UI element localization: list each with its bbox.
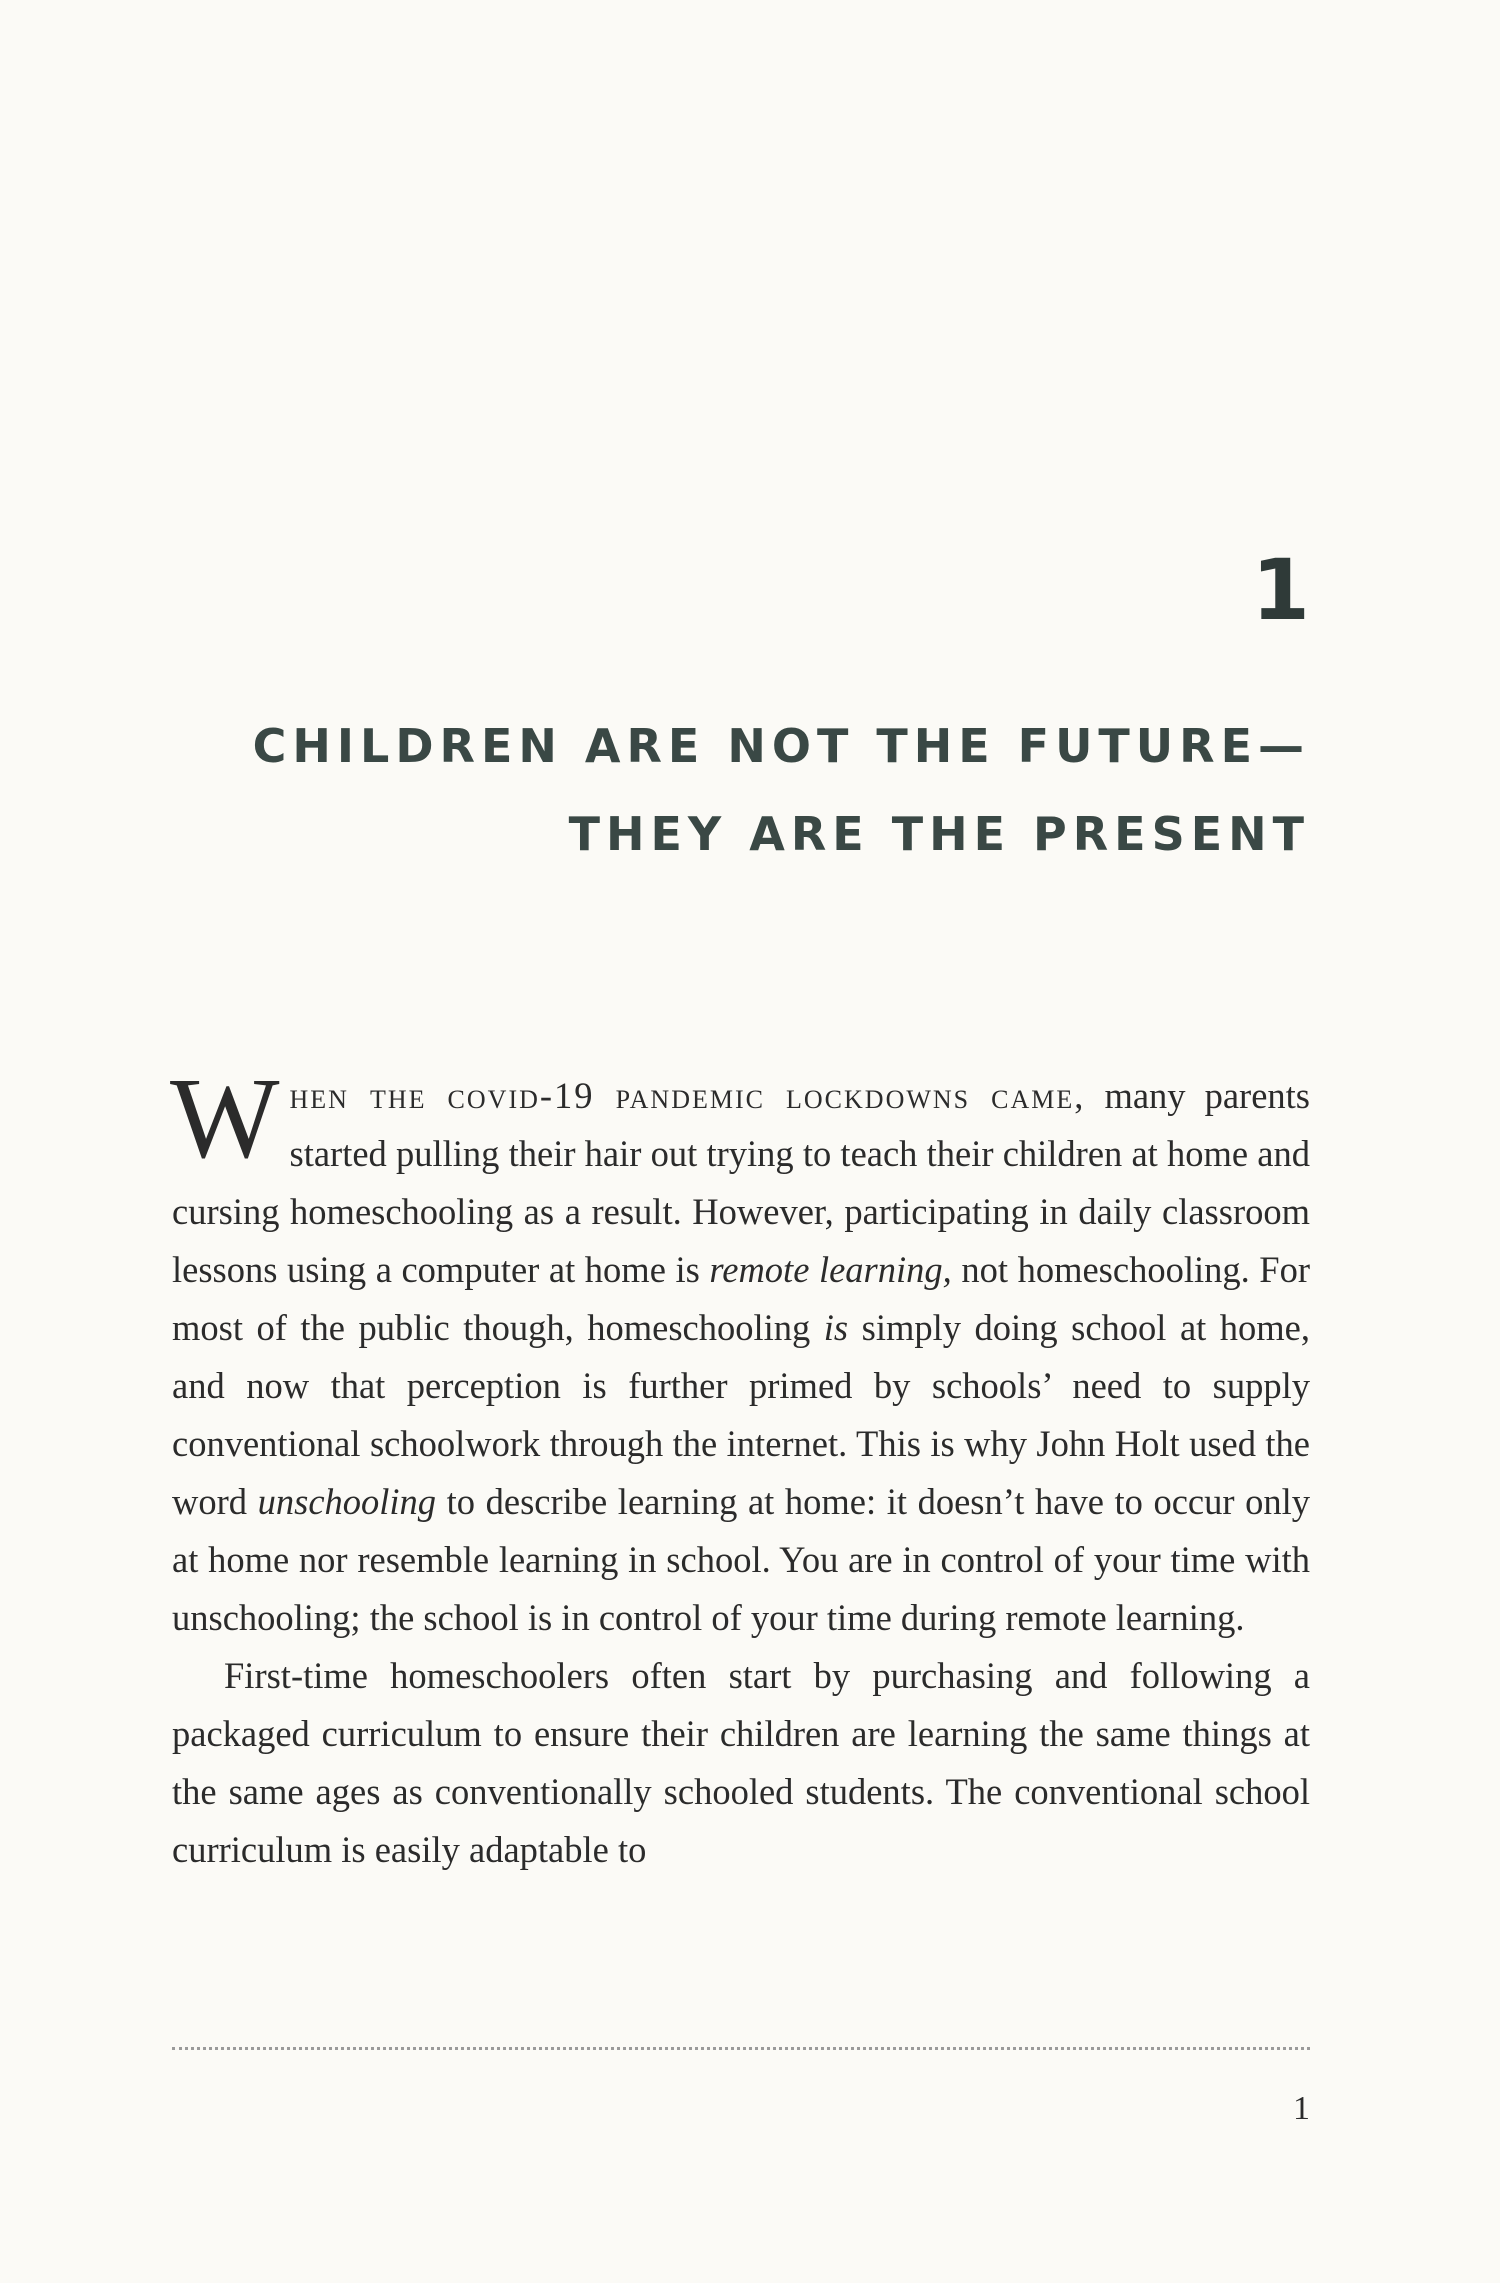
italic-is: is: [823, 1307, 849, 1348]
lead-in: hen the covid-19 pandemic lockdowns came,: [289, 1075, 1086, 1116]
paragraph-2: First-time homeschoolers often start by purchasing and following a packaged curriculum to ensure their children are learning the same things at the same ages as conventionally schooled students. The conventional school curriculum is easily adaptable to: [172, 1655, 1310, 1870]
paragraph-1-text-c: simply doing school at home, and now that perception is further primed by schools’ need to supply conventional schoolwork through the internet. This is why John Holt used the word: [172, 1307, 1310, 1522]
paragraph-1-text-a: many parents started pulling their hair out trying to teach their children at home and cursing homeschooling as a result. However, participating in daily classroom lessons using a computer at home is: [172, 1075, 1310, 1290]
footer-divider: [172, 2047, 1310, 2050]
chapter-number: 1: [1251, 541, 1310, 639]
page-number: 1: [1293, 2090, 1310, 2127]
paragraph-1-text-b: not homeschooling. For most of the public though, homeschooling: [172, 1249, 1311, 1348]
italic-unschooling: unschooling: [257, 1481, 437, 1522]
italic-remote-learning: remote learning,: [709, 1249, 952, 1290]
chapter-title: [160, 702, 1310, 878]
chapter-title-line-1: CHILDREN ARE NOT THE FUTURE—: [252, 719, 1310, 773]
drop-cap: W: [170, 1055, 280, 1183]
paragraph-1-text-d: to describe learning at home: it doesn’t have to occur only at home nor resemble learning in school. You are in control of your time with unschooling; the school is in control of your time during remote learning.: [172, 1481, 1310, 1638]
chapter-title-line-2: THEY ARE THE PRESENT: [568, 807, 1310, 861]
paragraph-1: [170, 1055, 1311, 1647]
chapter-body: [170, 1055, 1311, 1879]
